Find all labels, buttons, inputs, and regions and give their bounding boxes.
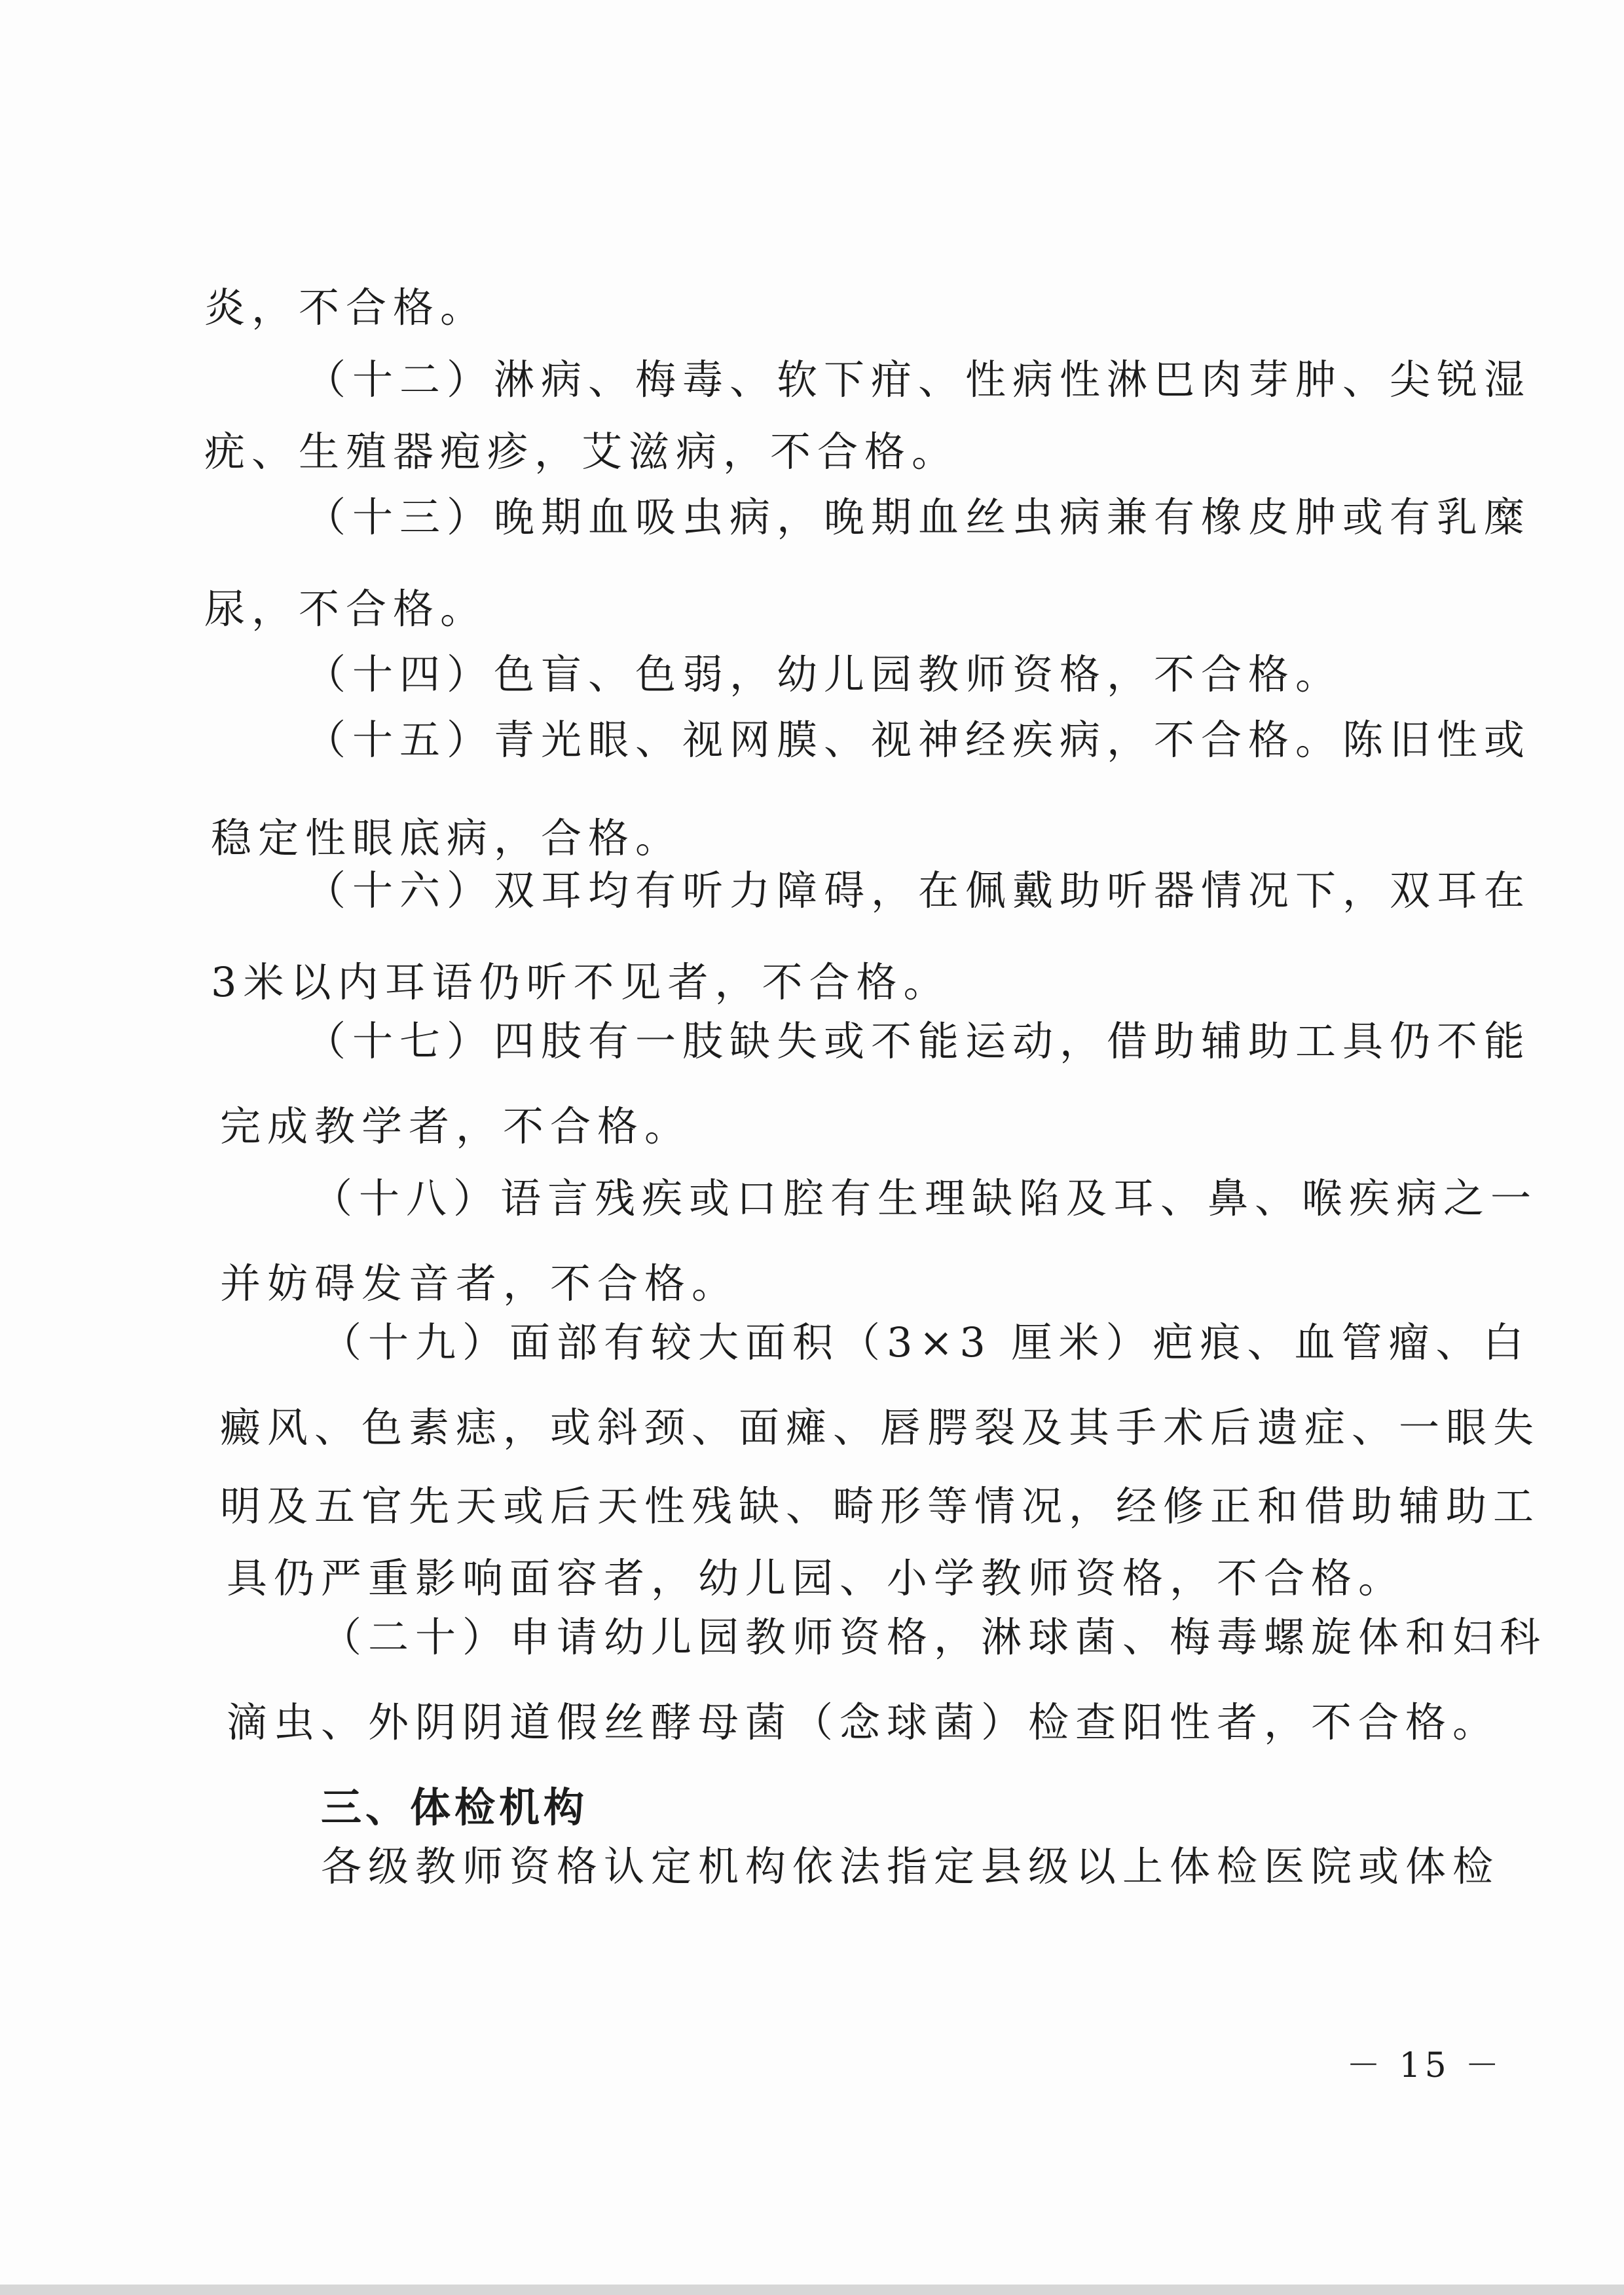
- text-line: 癜风、色素痣，或斜颈、面瘫、唇腭裂及其手术后遗症、一眼失: [220, 1404, 1541, 1451]
- text-line: 3米以内耳语仍听不见者，不合格。: [211, 958, 951, 1006]
- text-line: （十八）语言残疾或口腔有生理缺陷及耳、鼻、喉疾病之一: [312, 1174, 1538, 1222]
- text-line: （十六）双耳均有听力障碍，在佩戴助听器情况下，双耳在: [305, 867, 1532, 914]
- scan-bottom-edge: [0, 2285, 1624, 2295]
- text-line: 具仍严重影响面容者，幼儿园、小学教师资格，不合格。: [227, 1554, 1406, 1602]
- text-line: 炎，不合格。: [204, 284, 488, 331]
- text-line: （十五）青光眼、视网膜、视神经疾病，不合格。陈旧性或: [305, 716, 1532, 764]
- text-line: （十七）四肢有一肢缺失或不能运动，借助辅助工具仍不能: [305, 1017, 1532, 1065]
- page-number: － 15 －: [1346, 2046, 1504, 2085]
- text-line: 各级教师资格认定机构依法指定县级以上体检医院或体检: [321, 1842, 1500, 1890]
- text-line: 明及五官先天或后天性残缺、畸形等情况，经修正和借助辅助工: [220, 1482, 1541, 1530]
- text-line: （十四）色盲、色弱，幼儿园教师资格，不合格。: [305, 650, 1343, 698]
- text-line: 尿，不合格。: [204, 585, 488, 633]
- text-line: 滴虫、外阴阴道假丝酵母菌（念球菌）检查阳性者，不合格。: [227, 1698, 1500, 1746]
- text-line: 完成教学者，不合格。: [220, 1102, 692, 1150]
- text-line: 稳定性眼底病，合格。: [211, 814, 683, 862]
- text-line: 疣、生殖器疱疹，艾滋病，不合格。: [204, 428, 959, 476]
- text-line: （十三）晚期血吸虫病，晚期血丝虫病兼有橡皮肿或有乳糜: [305, 493, 1532, 541]
- text-line: （十二）淋病、梅毒、软下疳、性病性淋巴肉芽肿、尖锐湿: [305, 356, 1532, 403]
- section-heading: 三、体检机构: [321, 1783, 589, 1831]
- text-line: （二十）申请幼儿园教师资格，淋球菌、梅毒螺旋体和妇科: [321, 1613, 1547, 1661]
- text-line: （十九）面部有较大面积（3×3 厘米）疤痕、血管瘤、白: [321, 1318, 1530, 1366]
- text-line: 并妨碍发音者，不合格。: [220, 1259, 739, 1307]
